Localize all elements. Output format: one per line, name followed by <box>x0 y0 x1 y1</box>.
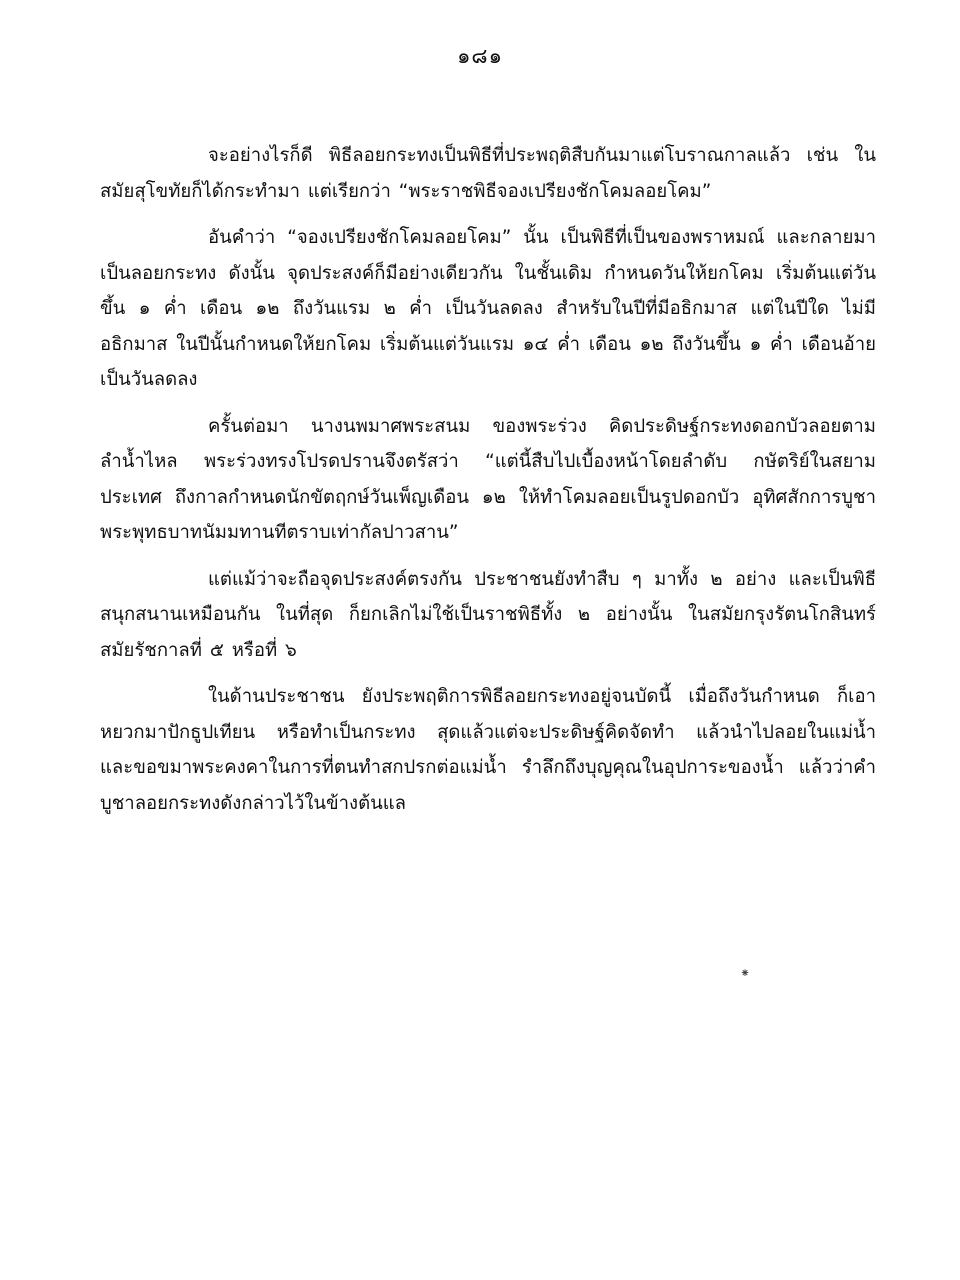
scan-speck: ⁕ <box>740 966 751 980</box>
page-number: ๑๘๑ <box>457 44 503 68</box>
paragraph-4: แต่แม้ว่าจะถือจุดประสงค์ตรงกัน ประชาชนยังทำสืบ ๆ มาทั้ง ๒ อย่าง และเป็นพิธีสนุกสนานเหมือนกัน ในที่สุด ก็ยกเลิกไม่ใช้เป็นราชพิธีทั้ง ๒ อย่างนั้น ในสมัยกรุงรัตนโกสินทร์ สมัยรัชกาลที่ ๕ หรือที่ ๖ <box>100 568 876 661</box>
body-text <box>100 138 876 832</box>
paragraph-1: จะอย่างไรก็ดี พิธีลอยกระทงเป็นพิธีที่ประพฤติสืบกันมาแต่โบราณกาลแล้ว เช่น ในสมัยสุโขทัยก็ได้กระทำมา แต่เรียกว่า “พระราชพิธีจองเปรียงชักโคมลอยโคม” <box>100 145 876 202</box>
paragraph-2: อันคำว่า “จองเปรียงชักโคมลอยโคม” นั้น เป็นพิธีที่เป็นของพราหมณ์ และกลายมาเป็นลอยกระทง ดังนั้น จุดประสงค์ก็มีอย่างเดียวกัน ในชั้นเดิม กำหนดวันให้ยกโคม เริ่มต้นแต่วันขึ้น ๑ ค่ำ เดือน ๑๒ ถึงวันแรม ๒ ค่ำ เป็นวันลดลง สำหรับในปีที่มีอธิกมาส แต่ในปีใด ไม่มีอธิกมาส ในปีนั้นกำหนดให้ยกโคม เริ่มต้นแต่วันแรม ๑๔ ค่ำ เดือน ๑๒ ถึงวันขึ้น ๑ ค่ำ เดือนอ้าย เป็นวันลดลง <box>100 227 876 390</box>
paragraph-3: ครั้นต่อมา นางนพมาศพระสนม ของพระร่วง คิดประดิษฐ์กระทงดอกบัวลอยตามลำน้ำไหล พระร่วงทรงโปรดปรานจึงตรัสว่า “แต่นี้สืบไปเบื้องหน้าโดยลำดับ กษัตริย์ในสยามประเทศ ถึงกาลกำหนดนักขัตฤกษ์วันเพ็ญเดือน ๑๒ ให้ทำโคมลอยเป็นรูปดอกบัว อุทิศสักการบูชาพระพุทธบาทนัมมทานทีตราบเท่ากัลปาวสาน” <box>100 415 876 543</box>
paragraph-5: ในด้านประชาชน ยังประพฤติการพิธีลอยกระทงอยู่จนบัดนี้ เมื่อถึงวันกำหนด ก็เอาหยวกมาปักธูปเทียน หรือทำเป็นกระทง สุดแล้วแต่จะประดิษฐ์คิดจัดทำ แล้วนำไปลอยในแม่น้ำ และขอขมาพระคงคาในการที่ตนทำสกปรกต่อแม่น้ำ รำลึกถึงบุญคุณในอุปการะของน้ำ แล้วว่าคำบูชาลอยกระทงดังกล่าวไว้ในข้างต้นแล <box>100 686 876 814</box>
